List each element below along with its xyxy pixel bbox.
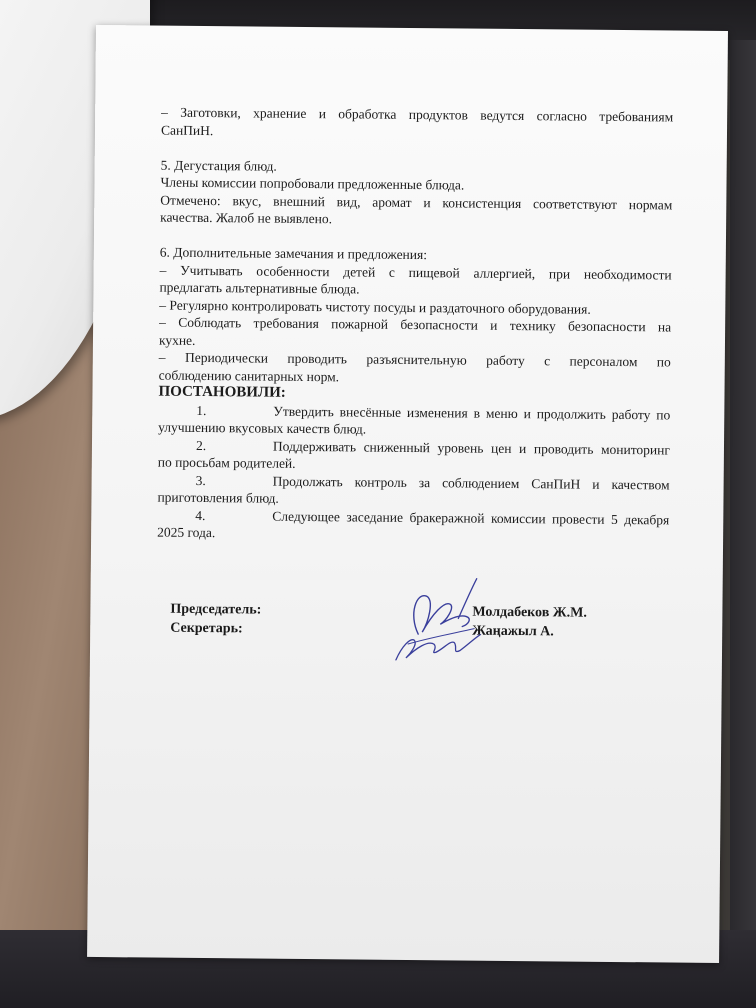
section6-title: 6. Дополнительные замечания и предложения: (159, 244, 428, 263)
resolved-item-cont: 2025 года. (157, 524, 216, 541)
section6-bullet: – Учитывать особенности детей с пищевой аллергией, при необходимости (159, 262, 672, 283)
resolved-heading: ПОСТАНОВИЛИ: (158, 383, 286, 401)
section5-title: 5. Дегустация блюд. (160, 157, 277, 174)
dark-background-right (730, 40, 756, 940)
section6-bullet: – Периодически проводить разъяснительную работу с персоналом по (158, 349, 671, 370)
intro-line: – Заготовки, хранение и обработка продуктов ведутся согласно требованиям (161, 104, 674, 125)
resolved-item-cont: по просьбам родителей. (157, 454, 296, 471)
section6-bullet: – Соблюдать требования пожарной безопасности и технику безопасности на (159, 314, 672, 335)
handwritten-signature (388, 574, 499, 665)
section6-bullet: предлагать альтернативные блюда. (159, 279, 360, 297)
intro-line: СанПиН. (160, 122, 214, 138)
section5-text: качества. Жалоб не выявлено. (160, 209, 333, 227)
document-body (157, 104, 673, 546)
resolved-item-cont: приготовления блюд. (157, 489, 279, 506)
resolved-item: 4. Следующее заседание бракеражной комиссии провести 5 декабря (195, 507, 670, 527)
section6-bullet: соблюдению санитарных норм. (158, 367, 340, 384)
document-page (87, 25, 728, 963)
chair-label: Председатель: (170, 601, 262, 618)
secretary-name: Жаңажыл А. (472, 623, 554, 640)
resolved-item: 1. Утвердить внесённые изменения в меню и продолжить работу по (196, 402, 671, 422)
resolved-item: 3. Продолжать контроль за соблюдением СанПиН и качеством (195, 472, 670, 492)
section5-text: Члены комиссии попробовали предложенные блюда. (160, 174, 465, 193)
secretary-label: Секретарь: (170, 620, 243, 637)
resolved-item-cont: улучшению вкусовых качеств блюд. (158, 419, 367, 437)
resolved-item: 2. Поддерживать сниженный уровень цен и проводить мониторинг (195, 437, 671, 457)
section6-bullet: кухне. (158, 332, 196, 348)
section6-bullet: – Регулярно контролировать чистоту посуды и раздаточного оборудования. (159, 297, 591, 317)
section5-text: Отмечено: вкус, внешний вид, аромат и консистенция соответствуют нормам (160, 192, 673, 213)
chair-name: Молдабеков Ж.М. (472, 604, 587, 621)
